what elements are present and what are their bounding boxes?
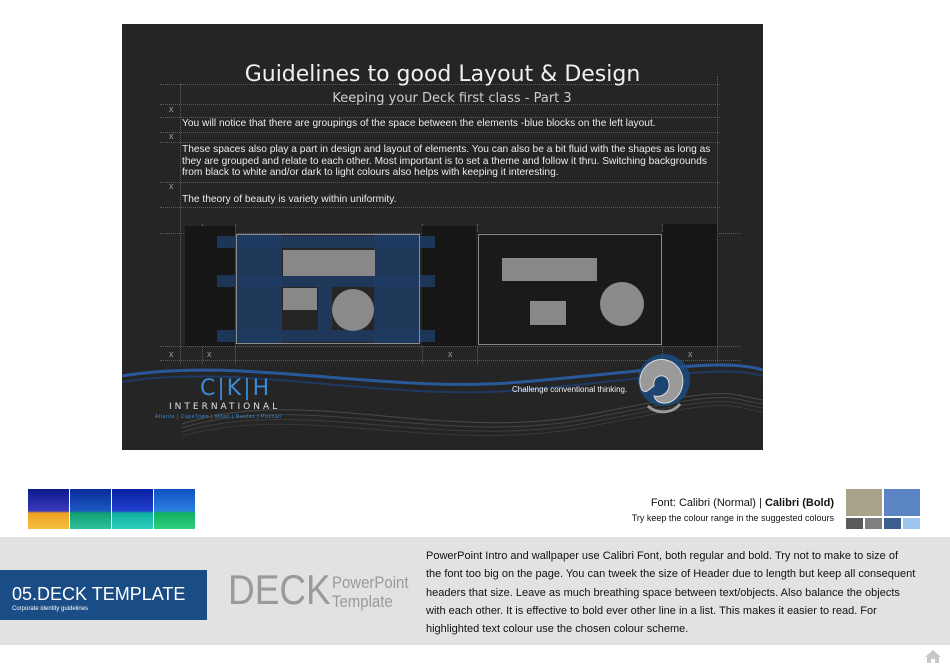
font-note-sub: Try keep the colour range in the suggested colours	[631, 513, 834, 523]
deck-heading-small: Template	[332, 592, 393, 611]
spacing-marker: x	[169, 104, 174, 114]
deck-heading: DECK	[228, 566, 331, 613]
guide-line	[160, 142, 720, 143]
colour-swatch	[903, 518, 920, 529]
colour-swatch	[884, 489, 920, 516]
company-logo: C|K|H	[200, 376, 272, 401]
guide-line	[160, 132, 720, 133]
palette-thumb-2	[70, 489, 111, 529]
spacing-marker: x	[169, 349, 174, 359]
emblem-icon	[628, 350, 692, 418]
colour-swatch	[846, 518, 863, 529]
layout-gray-rectangle	[283, 288, 317, 310]
guide-line	[160, 346, 740, 347]
slide-paragraph: You will notice that there are groupings of the space between the elements -blue blocks on the left layout.	[182, 118, 656, 129]
slide-subtitle: Keeping your Deck first class - Part 3	[332, 91, 572, 106]
section-title: 05.DECK TEMPLATE	[12, 584, 186, 604]
font-note-bold: Calibri (Bold)	[764, 497, 834, 509]
palette-thumb-3	[112, 489, 153, 529]
layout-gray-rectangle	[530, 301, 566, 325]
slide-paragraph: These spaces also play a part in design and layout of elements. You can also be a bit fluid with the shapes as long as they are grouped and relate to each other. Most important is to set a theme and follow it thru. Switching backgrounds from black to white and/or dark to light colours also helps with keeping it interesting.	[182, 144, 711, 178]
guide-line	[160, 207, 720, 208]
slide-preview	[122, 24, 763, 450]
layout-gray-circle	[332, 289, 374, 331]
deck-heading-small: PowerPoint	[332, 573, 409, 592]
palette-thumb-1	[28, 489, 69, 529]
section-subtitle: Corporate identity guidelines	[12, 606, 89, 612]
spacing-marker: x	[448, 349, 453, 359]
palette-thumb-4	[154, 489, 195, 529]
font-note-normal: Font: Calibri (Normal) |	[650, 497, 765, 509]
spacing-marker: x	[688, 349, 693, 359]
layout-gray-circle	[600, 282, 644, 326]
company-locations: Atlanta | CapeTown | Milan | Nantes | Poznan	[155, 414, 282, 420]
spacing-marker: x	[207, 349, 212, 359]
colour-swatch	[865, 518, 882, 529]
font-note	[651, 497, 834, 509]
guide-line	[180, 84, 181, 364]
section-label	[0, 570, 207, 620]
spacing-marker: x	[169, 181, 174, 191]
slide-paragraph: The theory of beauty is variety within uniformity.	[182, 194, 397, 205]
colour-swatch	[884, 518, 901, 529]
layout-gray-rectangle	[283, 250, 375, 276]
home-icon[interactable]	[924, 649, 942, 664]
colour-swatch	[846, 489, 882, 516]
layout-gray-rectangle	[502, 258, 597, 281]
guide-line	[160, 182, 720, 183]
layout-black-column	[663, 224, 717, 346]
spacing-marker: x	[169, 131, 174, 141]
footer-description: PowerPoint Intro and wallpaper use Calibri Font, both regular and bold. Try not to make to size of the font too big on the page. You can tweek the size of Header due to length but keep all consequent headers that size. Leave as much breathing space between text/objects. Also balance the objects with each other. It is effective to bold ever other line in a list. This makes it easier to read. For highlighted text colour use the chosen colour scheme.	[426, 550, 916, 636]
slide-title: Guidelines to good Layout & Design	[244, 62, 641, 87]
slide-tagline: Challenge conventional thinking.	[512, 385, 628, 394]
company-logo-wordmark: INTERNATIONAL	[169, 402, 281, 412]
